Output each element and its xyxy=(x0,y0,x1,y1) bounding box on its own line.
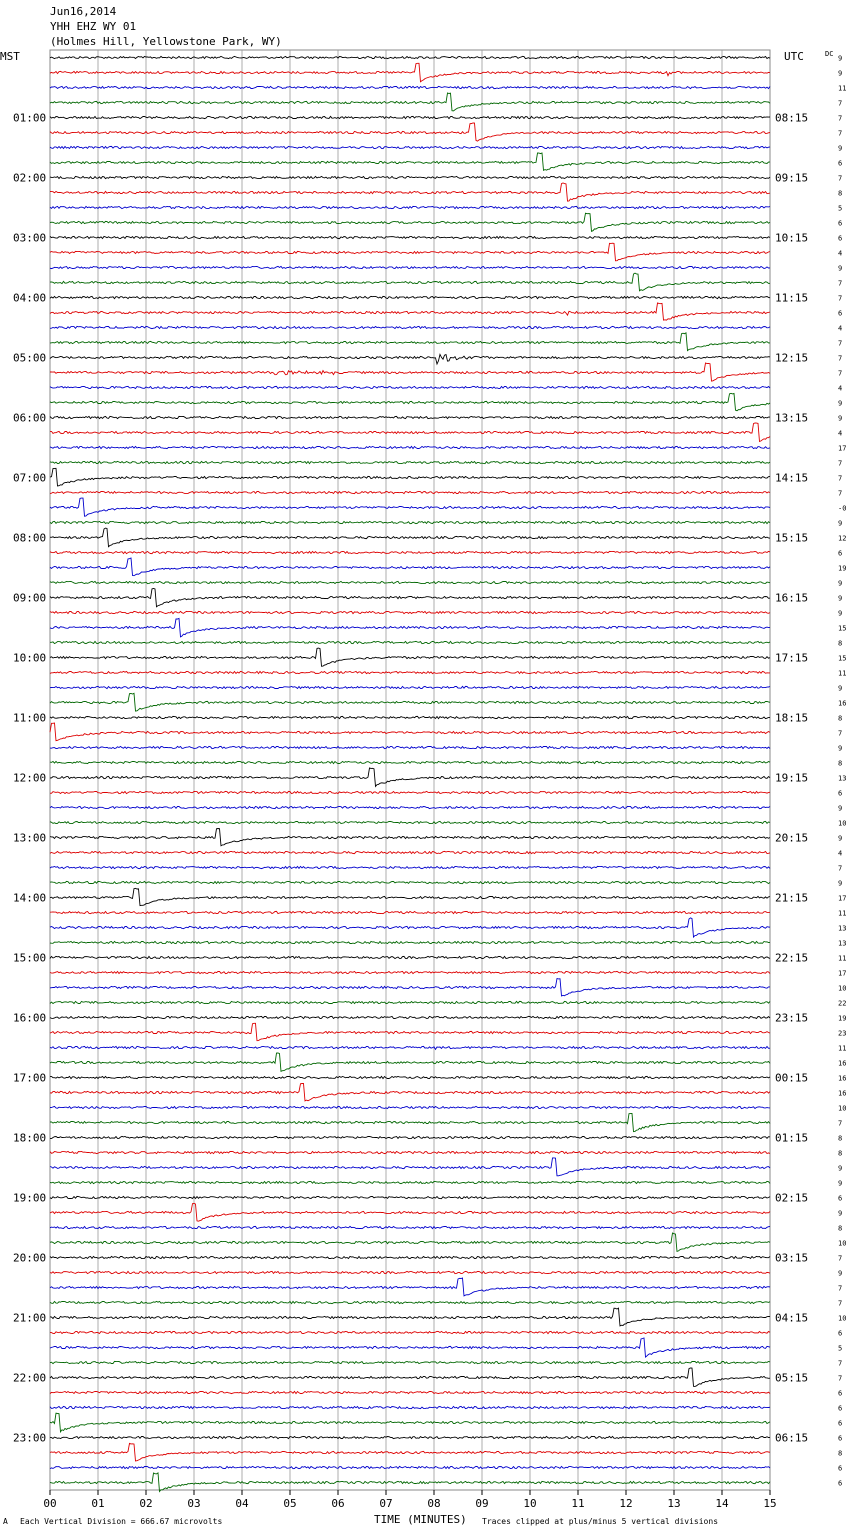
trace-line xyxy=(50,386,770,388)
mst-label: 01:00 xyxy=(13,111,47,125)
trace-line xyxy=(50,791,770,793)
dc-value: 9 xyxy=(838,1209,843,1218)
trace-line xyxy=(50,1076,770,1078)
trace-line xyxy=(50,618,770,637)
dc-value: 9 xyxy=(838,834,843,843)
trace-line xyxy=(50,1338,770,1357)
trace-line xyxy=(50,1046,770,1049)
mst-label: 02:00 xyxy=(13,171,47,185)
x-tick-label: 01 xyxy=(91,1497,105,1510)
trace-line xyxy=(50,146,770,148)
dc-value: 6 xyxy=(838,789,843,798)
trace-line xyxy=(50,1278,770,1296)
trace-line xyxy=(50,1016,770,1018)
trace-line xyxy=(50,176,770,178)
trace-line xyxy=(50,806,770,808)
dc-value: 7 xyxy=(838,294,843,303)
dc-column-label: DC xyxy=(825,50,834,58)
dc-value: 7 xyxy=(838,474,843,483)
utc-label: 09:15 xyxy=(775,171,809,185)
dc-value: 23 xyxy=(838,1029,847,1038)
trace-line xyxy=(50,123,770,141)
trace-line xyxy=(50,829,770,846)
trace-line xyxy=(50,461,770,463)
dc-value: 7 xyxy=(838,1284,843,1293)
dc-value: 10 xyxy=(838,819,847,828)
dc-value: 9 xyxy=(838,579,843,588)
dc-value: 7 xyxy=(838,354,843,363)
trace-line xyxy=(50,768,770,786)
mst-label: 10:00 xyxy=(13,651,47,665)
trace-line xyxy=(50,1053,770,1071)
dc-value: 6 xyxy=(838,1329,843,1338)
dc-value: 9 xyxy=(838,399,843,408)
trace-line xyxy=(50,956,770,958)
dc-value: 7 xyxy=(838,1254,843,1263)
dc-value: 9 xyxy=(838,519,843,528)
dc-value: 6 xyxy=(838,1419,843,1428)
time-grid xyxy=(50,50,770,1490)
x-tick-label: 02 xyxy=(139,1497,153,1510)
trace-line xyxy=(50,416,770,418)
utc-label: 05:15 xyxy=(775,1371,809,1385)
trace-line xyxy=(50,326,770,328)
dc-value: 7 xyxy=(838,459,843,468)
dc-value: 6 xyxy=(838,1389,843,1398)
trace-line xyxy=(50,1256,770,1258)
trace-line xyxy=(50,498,770,516)
x-axis-label: TIME (MINUTES) xyxy=(374,1513,467,1526)
dc-value: 6 xyxy=(838,1464,843,1473)
utc-label: 08:15 xyxy=(775,111,809,125)
seismic-traces xyxy=(50,56,770,1491)
trace-line xyxy=(50,641,770,643)
trace-line xyxy=(50,63,770,82)
utc-label: 03:15 xyxy=(775,1251,809,1265)
trace-line xyxy=(50,851,770,853)
trace-line xyxy=(50,888,770,905)
mst-label: 04:00 xyxy=(13,291,47,305)
mst-label: 19:00 xyxy=(13,1191,47,1205)
dc-value: 9 xyxy=(838,1164,843,1173)
trace-line xyxy=(50,86,770,88)
trace-line xyxy=(50,1301,770,1303)
dc-offset-labels xyxy=(838,55,846,1488)
header-date: Jun16,2014 xyxy=(50,5,117,18)
dc-value: 7 xyxy=(838,1299,843,1308)
trace-line xyxy=(50,979,770,997)
mst-label: 15:00 xyxy=(13,951,47,965)
clip-note: Traces clipped at plus/minus 5 vertical divisions xyxy=(482,1517,719,1526)
trace-line xyxy=(50,354,770,364)
x-tick-label: 15 xyxy=(763,1497,777,1510)
x-tick-label: 05 xyxy=(283,1497,297,1510)
dc-value: 9 xyxy=(838,1269,843,1278)
dc-value: 9 xyxy=(838,609,843,618)
dc-value: 7 xyxy=(838,729,843,738)
header-station: YHH EHZ WY 01 xyxy=(50,20,137,33)
mst-label: 03:00 xyxy=(13,231,47,245)
dc-value: 6 xyxy=(838,234,843,243)
trace-line xyxy=(50,56,770,58)
x-tick-label: 14 xyxy=(715,1497,729,1510)
dc-value: 17 xyxy=(838,894,847,903)
dc-value: 8 xyxy=(838,1134,843,1143)
dc-value: 6 xyxy=(838,219,843,228)
dc-value: 7 xyxy=(838,1374,843,1383)
utc-label: 18:15 xyxy=(775,711,809,725)
dc-value: 8 xyxy=(838,714,843,723)
mst-label: 23:00 xyxy=(13,1431,47,1445)
utc-hour-labels xyxy=(775,112,808,1445)
dc-value: 9 xyxy=(838,804,843,813)
dc-value: 9 xyxy=(838,54,843,63)
utc-label: 15:15 xyxy=(775,531,809,545)
trace-line xyxy=(50,206,770,208)
trace-line xyxy=(50,746,770,748)
dc-value: 16 xyxy=(838,699,847,708)
header-location: (Holmes Hill, Yellowstone Park, WY) xyxy=(50,35,282,48)
dc-value: 4 xyxy=(838,429,843,438)
utc-label: 22:15 xyxy=(775,951,809,965)
utc-label: 23:15 xyxy=(775,1011,809,1025)
mst-label: 06:00 xyxy=(13,411,47,425)
dc-value: 7 xyxy=(838,1359,843,1368)
trace-line xyxy=(50,363,770,381)
dc-value: 22 xyxy=(838,999,847,1008)
dc-value: 7 xyxy=(838,129,843,138)
dc-value: 11 xyxy=(838,84,847,93)
dc-value: 8 xyxy=(838,759,843,768)
mst-label: 05:00 xyxy=(13,351,47,365)
mst-label: 17:00 xyxy=(13,1071,47,1085)
mst-label: 08:00 xyxy=(13,531,47,545)
utc-label: 14:15 xyxy=(775,471,809,485)
utc-label: 04:15 xyxy=(775,1311,809,1325)
dc-value: 4 xyxy=(838,324,843,333)
dc-value: 7 xyxy=(838,1119,843,1128)
utc-label: 01:15 xyxy=(775,1131,809,1145)
trace-line xyxy=(50,446,770,448)
dc-value: 7 xyxy=(838,114,843,123)
dc-value: 19 xyxy=(838,1014,847,1023)
dc-value: 8 xyxy=(838,639,843,648)
trace-line xyxy=(50,243,770,261)
dc-value: 9 xyxy=(838,594,843,603)
trace-line xyxy=(50,611,770,613)
dc-value: -0 xyxy=(838,504,847,513)
trace-line xyxy=(50,266,770,268)
dc-value: 7 xyxy=(838,339,843,348)
mst-label: 14:00 xyxy=(13,891,47,905)
trace-line xyxy=(50,866,770,868)
dc-value: 6 xyxy=(838,1194,843,1203)
trace-line xyxy=(50,213,770,231)
trace-line xyxy=(50,1226,770,1228)
dc-value: 13 xyxy=(838,924,847,933)
trace-line xyxy=(50,1413,770,1432)
mst-label: 16:00 xyxy=(13,1011,47,1025)
trace-line xyxy=(50,491,770,493)
dc-value: 15 xyxy=(838,654,847,663)
dc-value: 10 xyxy=(838,1239,847,1248)
dc-value: 11 xyxy=(838,1044,847,1053)
dc-value: 16 xyxy=(838,1089,847,1098)
x-tick-label: 13 xyxy=(667,1497,681,1510)
trace-line xyxy=(50,941,770,943)
utc-label: 17:15 xyxy=(775,651,809,665)
dc-value: 6 xyxy=(838,1404,843,1413)
trace-line xyxy=(50,648,770,666)
x-tick-label: 12 xyxy=(619,1497,633,1510)
x-tick-label: 04 xyxy=(235,1497,249,1510)
trace-line xyxy=(50,1331,770,1333)
dc-value: 5 xyxy=(838,1344,843,1353)
utc-label: 13:15 xyxy=(775,411,809,425)
trace-line xyxy=(50,1436,770,1438)
dc-value: 17 xyxy=(838,969,847,978)
trace-line xyxy=(50,821,770,823)
dc-value: 8 xyxy=(838,1449,843,1458)
mst-label: 07:00 xyxy=(13,471,47,485)
dc-value: 7 xyxy=(838,279,843,288)
x-tick-label: 03 xyxy=(187,1497,201,1510)
utc-label: 11:15 xyxy=(775,291,809,305)
utc-label: 00:15 xyxy=(775,1071,809,1085)
trace-line xyxy=(50,1271,770,1273)
dc-value: 13 xyxy=(838,939,847,948)
dc-value: 12 xyxy=(838,534,847,543)
utc-label: 12:15 xyxy=(775,351,809,365)
x-axis-ticks xyxy=(43,1490,776,1510)
dc-value: 16 xyxy=(838,1059,847,1068)
trace-line xyxy=(50,273,770,291)
trace-line xyxy=(50,1391,770,1393)
trace-line xyxy=(50,1203,770,1221)
trace-line xyxy=(50,153,770,170)
trace-line xyxy=(50,1443,770,1461)
trace-line xyxy=(50,589,770,607)
dc-value: 11 xyxy=(838,669,847,678)
trace-line xyxy=(50,693,770,711)
trace-line xyxy=(50,1158,770,1176)
dc-value: 7 xyxy=(838,99,843,108)
trace-line xyxy=(50,468,770,486)
trace-line xyxy=(50,393,770,410)
dc-value: 7 xyxy=(838,174,843,183)
trace-line xyxy=(50,333,770,351)
x-tick-label: 09 xyxy=(475,1497,489,1510)
utc-label: 21:15 xyxy=(775,891,809,905)
dc-value: 8 xyxy=(838,1224,843,1233)
dc-value: 4 xyxy=(838,249,843,258)
trace-line xyxy=(50,686,770,688)
utc-label: 02:15 xyxy=(775,1191,809,1205)
trace-line xyxy=(50,93,770,111)
trace-line xyxy=(50,551,770,553)
trace-line xyxy=(50,1196,770,1198)
dc-value: 8 xyxy=(838,1149,843,1158)
trace-line xyxy=(50,423,770,442)
mst-hour-labels xyxy=(13,112,46,1445)
trace-line xyxy=(50,116,770,118)
dc-value: 5 xyxy=(838,204,843,213)
dc-value: 9 xyxy=(838,264,843,273)
dc-value: 6 xyxy=(838,1434,843,1443)
dc-value: 4 xyxy=(838,384,843,393)
trace-line xyxy=(50,558,770,576)
trace-line xyxy=(50,716,770,718)
mst-label: 21:00 xyxy=(13,1311,47,1325)
mst-label: 11:00 xyxy=(13,711,47,725)
left-timezone-label: MST xyxy=(0,50,20,63)
trace-line xyxy=(50,1106,770,1108)
dc-value: 7 xyxy=(838,864,843,873)
trace-line xyxy=(50,1368,770,1386)
trace-line xyxy=(50,236,770,238)
trace-line xyxy=(50,581,770,583)
plot-frame xyxy=(50,50,770,1490)
utc-label: 06:15 xyxy=(775,1431,809,1445)
trace-line xyxy=(50,971,770,973)
x-tick-label: 00 xyxy=(43,1497,57,1510)
dc-value: 6 xyxy=(838,1479,843,1488)
trace-line xyxy=(50,183,770,201)
dc-value: 13 xyxy=(838,774,847,783)
dc-value: 6 xyxy=(838,549,843,558)
dc-value: 9 xyxy=(838,1179,843,1188)
trace-line xyxy=(50,881,770,883)
trace-line xyxy=(50,1361,770,1363)
trace-line xyxy=(50,671,770,673)
dc-value: 9 xyxy=(838,879,843,888)
mst-label: 09:00 xyxy=(13,591,47,605)
trace-line xyxy=(50,723,770,741)
x-tick-label: 07 xyxy=(379,1497,393,1510)
utc-label: 19:15 xyxy=(775,771,809,785)
mst-label: 13:00 xyxy=(13,831,47,845)
trace-line xyxy=(50,911,770,913)
dc-value: 9 xyxy=(838,69,843,78)
utc-label: 20:15 xyxy=(775,831,809,845)
trace-line xyxy=(50,1181,770,1183)
mst-label: 20:00 xyxy=(13,1251,47,1265)
dc-value: 15 xyxy=(838,624,847,633)
dc-value: 11 xyxy=(838,954,847,963)
dc-value: 10 xyxy=(838,1314,847,1323)
trace-line xyxy=(50,1023,770,1040)
trace-line xyxy=(50,1473,770,1492)
dc-value: 10 xyxy=(838,1104,847,1113)
dc-value: 6 xyxy=(838,159,843,168)
dc-value: 6 xyxy=(838,309,843,318)
trace-line xyxy=(50,918,770,937)
dc-value: 7 xyxy=(838,489,843,498)
dc-value: 8 xyxy=(838,189,843,198)
trace-line xyxy=(50,521,770,523)
x-tick-label: 10 xyxy=(523,1497,537,1510)
dc-value: 9 xyxy=(838,684,843,693)
trace-line xyxy=(50,1136,770,1138)
trace-line xyxy=(50,296,770,298)
trace-line xyxy=(50,761,770,763)
trace-line xyxy=(50,528,770,547)
dc-value: 10 xyxy=(838,984,847,993)
x-tick-label: 11 xyxy=(571,1497,585,1510)
trace-line xyxy=(50,1308,770,1326)
trace-line xyxy=(50,1233,770,1251)
trace-line xyxy=(50,1406,770,1408)
scale-note: Each Vertical Division = 666.67 microvolts xyxy=(20,1517,223,1526)
mst-label: 12:00 xyxy=(13,771,47,785)
trace-line xyxy=(50,1001,770,1003)
corner-mark: A xyxy=(3,1517,8,1526)
utc-label: 10:15 xyxy=(775,231,809,245)
dc-value: 17 xyxy=(838,444,847,453)
dc-value: 9 xyxy=(838,744,843,753)
x-tick-label: 06 xyxy=(331,1497,345,1510)
dc-value: 11 xyxy=(838,909,847,918)
x-tick-label: 08 xyxy=(427,1497,441,1510)
dc-value: 7 xyxy=(838,369,843,378)
dc-value: 16 xyxy=(838,1074,847,1083)
utc-label: 16:15 xyxy=(775,591,809,605)
trace-line xyxy=(50,1466,770,1468)
mst-label: 22:00 xyxy=(13,1371,47,1385)
dc-value: 19 xyxy=(838,564,847,573)
mst-label: 18:00 xyxy=(13,1131,47,1145)
trace-line xyxy=(50,303,770,320)
dc-value: 4 xyxy=(838,849,843,858)
right-timezone-label: UTC xyxy=(784,50,804,63)
dc-value: 9 xyxy=(838,414,843,423)
trace-line xyxy=(50,1114,770,1132)
dc-value: 9 xyxy=(838,144,843,153)
trace-line xyxy=(50,1151,770,1153)
trace-line xyxy=(50,1084,770,1101)
